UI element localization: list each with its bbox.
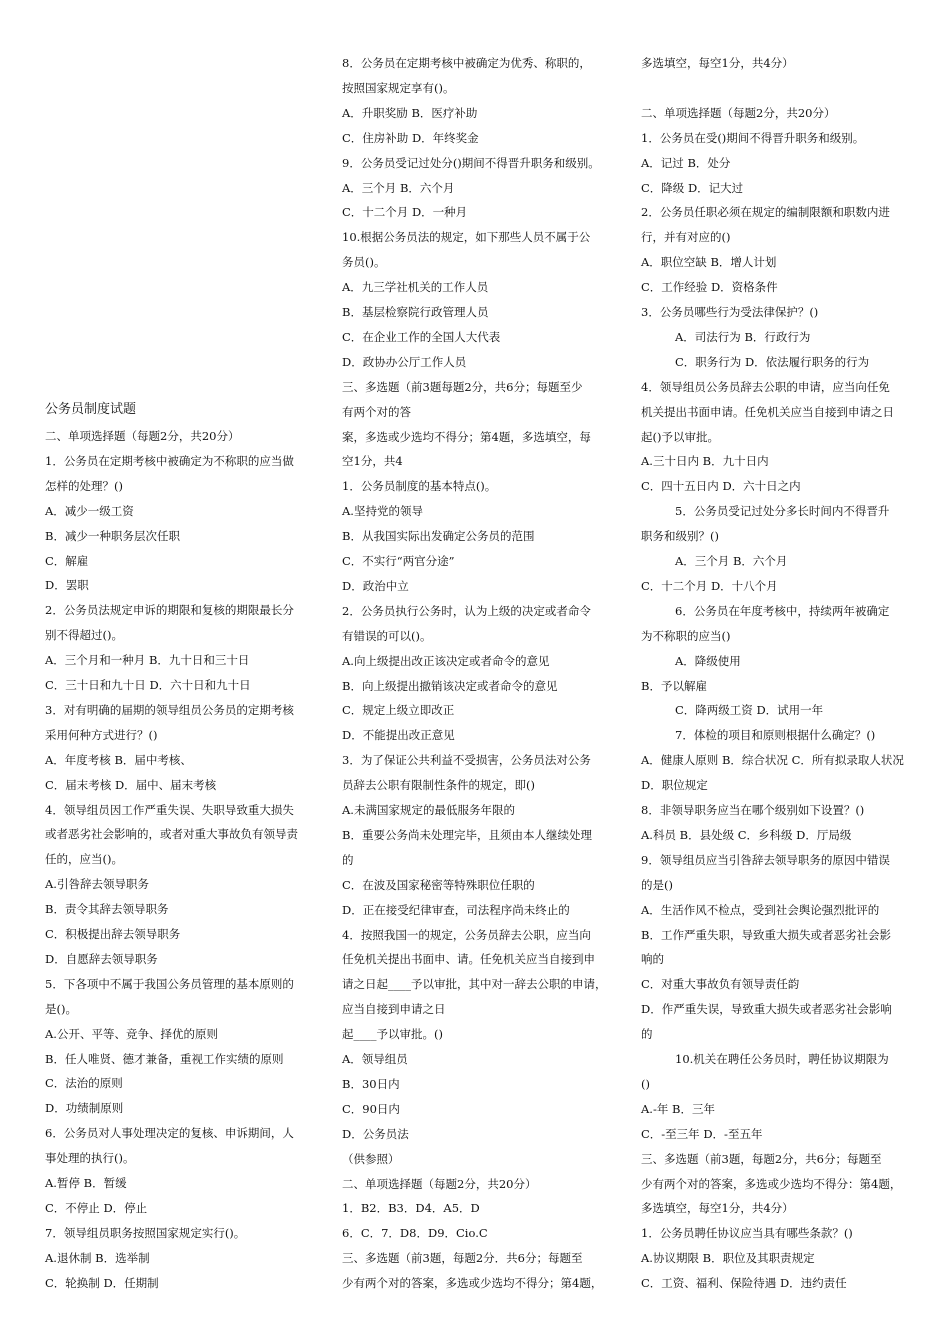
text-line: 二、单项选择题（每题2分，共20分） xyxy=(641,105,836,120)
text-line: A．健康人原则 B．综合状况 C．所有拟录取人状况 xyxy=(641,753,904,768)
text-line: A．九三学社机关的工作人员 xyxy=(342,280,489,295)
text-line: 7．体检的项目和原则根据什么确定？() xyxy=(675,728,876,743)
text-line: A.三十日内 B．九十日内 xyxy=(641,454,769,469)
text-line: C．降两级工资 D．试用一年 xyxy=(675,703,824,718)
text-line: 5．下各项中不属于我国公务员管理的基本原则的 xyxy=(45,976,294,991)
text-line: 1．公务员制度的基本特点()。 xyxy=(342,479,497,494)
text-line: D．政协办公厅工作人员 xyxy=(342,354,467,369)
text-line: 的是() xyxy=(641,877,673,892)
text-line: A.未满国家规定的最低服务年限的 xyxy=(342,803,515,817)
text-line: C．积极提出辞去领导职务 xyxy=(45,927,181,941)
text-line: 案，多选或少选均不得分；第4题，多选填空，每 xyxy=(342,429,591,444)
text-line: （供参照） xyxy=(342,1151,400,1166)
text-line: 少有两个对的答案，多选或少选均不得分：第4题， xyxy=(641,1176,902,1191)
text-line: 务员()。 xyxy=(342,255,386,270)
text-line: 的 xyxy=(342,852,354,867)
text-line: C．不实行“两官分途” xyxy=(342,554,455,568)
text-line: A.公开、平等、竞争、择优的原则 xyxy=(45,1026,218,1041)
text-line: 多选填空，每空1分，共4分） xyxy=(641,56,794,70)
text-line: C．90日内 xyxy=(342,1101,400,1116)
text-line: D．政治中立 xyxy=(342,578,409,593)
text-line: 3．对有明确的届期的领导组员公务员的定期考核 xyxy=(45,702,294,717)
text-line: D．职位规定 xyxy=(641,778,708,793)
text-line: A．三个月 B．六个月 xyxy=(675,554,788,568)
text-line: C．住房补助 D．年终奖金 xyxy=(342,130,479,145)
text-line: 职务和级别？() xyxy=(641,529,719,544)
text-line: 有错误的可以()。 xyxy=(342,628,432,643)
text-line: 5．公务员受记过处分多长时间内不得晋升 xyxy=(675,504,890,519)
text-line: A.向上级提出改正该决定或者命令的意见 xyxy=(342,653,550,668)
text-line: C．四十五日内 D．六十日之内 xyxy=(641,479,801,494)
text-line: 的 xyxy=(641,1027,653,1042)
text-line: D．自愿辞去领导职务 xyxy=(45,951,158,966)
text-line: 起()予以审批。 xyxy=(641,429,719,444)
text-line: A.引咎辞去领导职务 xyxy=(45,877,149,892)
text-line: B．任人唯贤、德才兼备，重视工作实绩的原则 xyxy=(45,1051,284,1066)
text-line: 2．公务员执行公务时，认为上级的决定或者命令 xyxy=(342,603,591,618)
text-line: A．生活作风不检点，受到社会舆论强烈批评的 xyxy=(641,902,880,917)
text-line: 员辞去公职有限制性条件的规定，即() xyxy=(342,778,535,793)
text-line: A．降级使用 xyxy=(675,653,741,668)
text-line: 或者恶劣社会影响的，或者对重大事故负有领导责 xyxy=(45,827,298,842)
text-line: B．基层检察院行政管理人员 xyxy=(342,305,489,319)
text-line: C．-至三年 D．-至五年 xyxy=(641,1126,763,1141)
text-line: A.坚持党的领导 xyxy=(342,504,423,519)
text-line: () xyxy=(641,1076,650,1091)
text-line: C．轮换制 D．任期制 xyxy=(45,1275,159,1290)
text-line: A．司法行为 B．行政行为 xyxy=(675,329,811,344)
text-line: A.-年 B．三年 xyxy=(641,1101,715,1116)
text-line: C．工作经验 D．资格条件 xyxy=(641,280,778,295)
document-title: 公务员制度试题 xyxy=(45,402,137,417)
text-line: C．十二个月 D．十八个月 xyxy=(641,578,778,593)
text-line: C．十二个月 D．一种月 xyxy=(342,205,468,220)
text-line: 三、多选题（前3题，每题2分．共6分；每题至 xyxy=(342,1251,583,1266)
text-line: 2．公务员法规定申诉的期限和复核的期限最长分 xyxy=(45,603,294,618)
text-line: 3．为了保证公共利益不受损害，公务员法对公务 xyxy=(342,753,591,768)
text-line: 空1分，共4 xyxy=(342,454,403,469)
text-line: C．降级 D．记大过 xyxy=(641,180,744,195)
text-line: C．对重大事故负有领导责任韵 xyxy=(641,977,800,992)
text-line: 8．非领导职务应当在哪个级别如下设置？() xyxy=(641,803,865,817)
text-line: C．届末考核 D．届中、届末考核 xyxy=(45,777,217,792)
text-line: A．升职奖励 B．医疗补助 xyxy=(342,105,478,120)
text-line: A．减少一级工资 xyxy=(45,503,134,518)
text-line: B．向上级提出撤销该决定或者命令的意见 xyxy=(342,678,558,693)
text-line: D．公务员法 xyxy=(342,1126,409,1141)
text-line: A.退休制 B．选举制 xyxy=(45,1250,150,1265)
text-line: 应当自接到申请之日 xyxy=(342,1002,446,1017)
text-line: B．30日内 xyxy=(342,1076,400,1091)
text-line: 9．领导组员应当引咎辞去领导职务的原因中错误 xyxy=(641,852,890,867)
text-line: 机关提出书面申请。任免机关应当自接到申请之日 xyxy=(641,404,894,419)
text-line: A．三个月 B．六个月 xyxy=(342,180,455,195)
text-line: 别不得超过()。 xyxy=(45,628,123,643)
text-line: 3．公务员哪些行为受法律保护？() xyxy=(641,305,819,319)
text-line: 任的，应当()。 xyxy=(45,852,123,867)
text-line: 4．按照我国一的规定，公务员辞去公职，应当向 xyxy=(342,927,591,942)
text-line: 是()。 xyxy=(45,1001,77,1016)
text-line: C．三十日和九十日 D．六十日和九十日 xyxy=(45,678,251,692)
text-line: 采用何种方式进行？() xyxy=(45,727,158,742)
text-line: 多选填空，每空1分，共4分） xyxy=(641,1201,794,1216)
text-line: B．从我国实际出发确定公务员的范围 xyxy=(342,529,535,544)
text-line: D．正在接受纪律审查，司法程序尚未终止的 xyxy=(342,902,570,917)
text-line: A.科员 B．县处级 C．乡科级 D．厅局级 xyxy=(641,827,852,842)
text-line: B．工作严重失职，导致重大损失或者恶劣社会影 xyxy=(641,927,891,942)
text-line: A．领导组员 xyxy=(342,1052,408,1066)
text-line: 二、单项选择题（每题2分，共20分） xyxy=(45,429,240,443)
text-line: 1．公务员在定期考核中被确定为不称职的应当做 xyxy=(45,453,294,468)
text-line: C．解雇 xyxy=(45,553,89,568)
text-line: 8．公务员在定期考核中被确定为优秀、称职的， xyxy=(342,56,591,70)
text-line: A．记过 B．处分 xyxy=(641,155,731,170)
text-line: D．功绩制原则 xyxy=(45,1101,124,1116)
text-line: A.暂停 B．暂缓 xyxy=(45,1176,127,1190)
text-line: 起____予以审批。() xyxy=(342,1027,443,1042)
text-line: 6．公务员对人事处理决定的复核、申诉期间，人 xyxy=(45,1126,294,1141)
text-line: 10.机关在聘任公务员时，聘任协议期限为 xyxy=(675,1052,889,1066)
text-line: D．不能提出改正意见 xyxy=(342,728,455,743)
text-line: A.协议期限 B．职位及其职责规定 xyxy=(641,1251,815,1266)
text-line: 三、多选题（前3题，每题2分，共6分；每题至 xyxy=(641,1151,882,1166)
text-line: C．在波及国家秘密等特殊职位任职的 xyxy=(342,877,535,892)
text-line: 4．领导组员因工作严重失误、失职导致重大损失 xyxy=(45,802,294,817)
text-line: A．年度考核 B．届中考核、 xyxy=(45,752,192,767)
text-line: 6．C．7．D8．D9．Cio.C xyxy=(342,1226,488,1241)
text-line: C．在企业工作的全国人大代表 xyxy=(342,329,501,344)
text-line: 为不称职的应当() xyxy=(641,628,731,643)
text-line: 行，并有对应的() xyxy=(641,230,731,245)
text-line: C．法治的原则 xyxy=(45,1076,123,1091)
text-line: 6．公务员在年度考核中，持续两年被确定 xyxy=(675,603,890,618)
text-line: 10.根据公务员法的规定，如下那些人员不属于公 xyxy=(342,230,591,245)
text-line: C．工资、福利、保险待遇 D．违约责任 xyxy=(641,1276,847,1291)
text-line: 请之日起____予以审批，其中对一辞去公职的申请， xyxy=(342,977,607,992)
text-line: C．不停止 D．停止 xyxy=(45,1200,148,1215)
text-line: D．罢职 xyxy=(45,578,89,593)
text-line: 二、单项选择题（每题2分，共20分） xyxy=(342,1176,537,1191)
text-line: A．职位空缺 B．增人计划 xyxy=(641,255,777,270)
text-line: 事处理的执行()。 xyxy=(45,1151,135,1166)
text-line: 三、多选题（前3题每题2分，共6分；每题至少 xyxy=(342,379,583,394)
text-line: 4．领导组员公务员辞去公职的申请，应当向任免 xyxy=(641,379,890,394)
text-line: 9．公务员受记过处分()期间不得晋升职务和级别。 xyxy=(342,155,600,170)
text-line: 按照国家规定享有()。 xyxy=(342,80,455,95)
text-line: B．重要公务尚未处理完毕，且须由本人继续处理 xyxy=(342,827,592,842)
text-line: D．作严重失误，导致重大损失或者恶劣社会影响 xyxy=(641,1002,892,1017)
text-line: C．职务行为 D．依法履行职务的行为 xyxy=(675,354,870,369)
text-line: 1．公务员聘任协议应当具有哪些条款？() xyxy=(641,1226,853,1241)
text-line: 响的 xyxy=(641,952,664,967)
text-line: 7．领导组员职务按照国家规定实行()。 xyxy=(45,1225,246,1240)
text-line: 有两个对的答 xyxy=(342,404,411,419)
text-line: A．三个月和一种月 B．九十日和三十日 xyxy=(45,653,250,668)
text-line: B．责令其辞去领导职务 xyxy=(45,902,169,917)
text-line: 1．公务员在受()期间不得晋升职务和级别。 xyxy=(641,130,865,145)
text-line: 1．B2．B3．D4．A5．D xyxy=(342,1201,480,1216)
text-line: B．减少一种职务层次任职 xyxy=(45,528,180,543)
text-line: 2．公务员任职必须在规定的编制限额和职数内进 xyxy=(641,205,890,220)
text-line: 怎样的处理？() xyxy=(45,478,123,493)
text-line: C．规定上级立即改正 xyxy=(342,703,455,718)
text-line: 任免机关提出书面申、请。任免机关应当自接到申 xyxy=(342,952,595,967)
text-line: 少有两个对的答案，多选或少选均不得分；第4题， xyxy=(342,1276,603,1291)
text-line: B．予以解雇 xyxy=(641,678,707,693)
